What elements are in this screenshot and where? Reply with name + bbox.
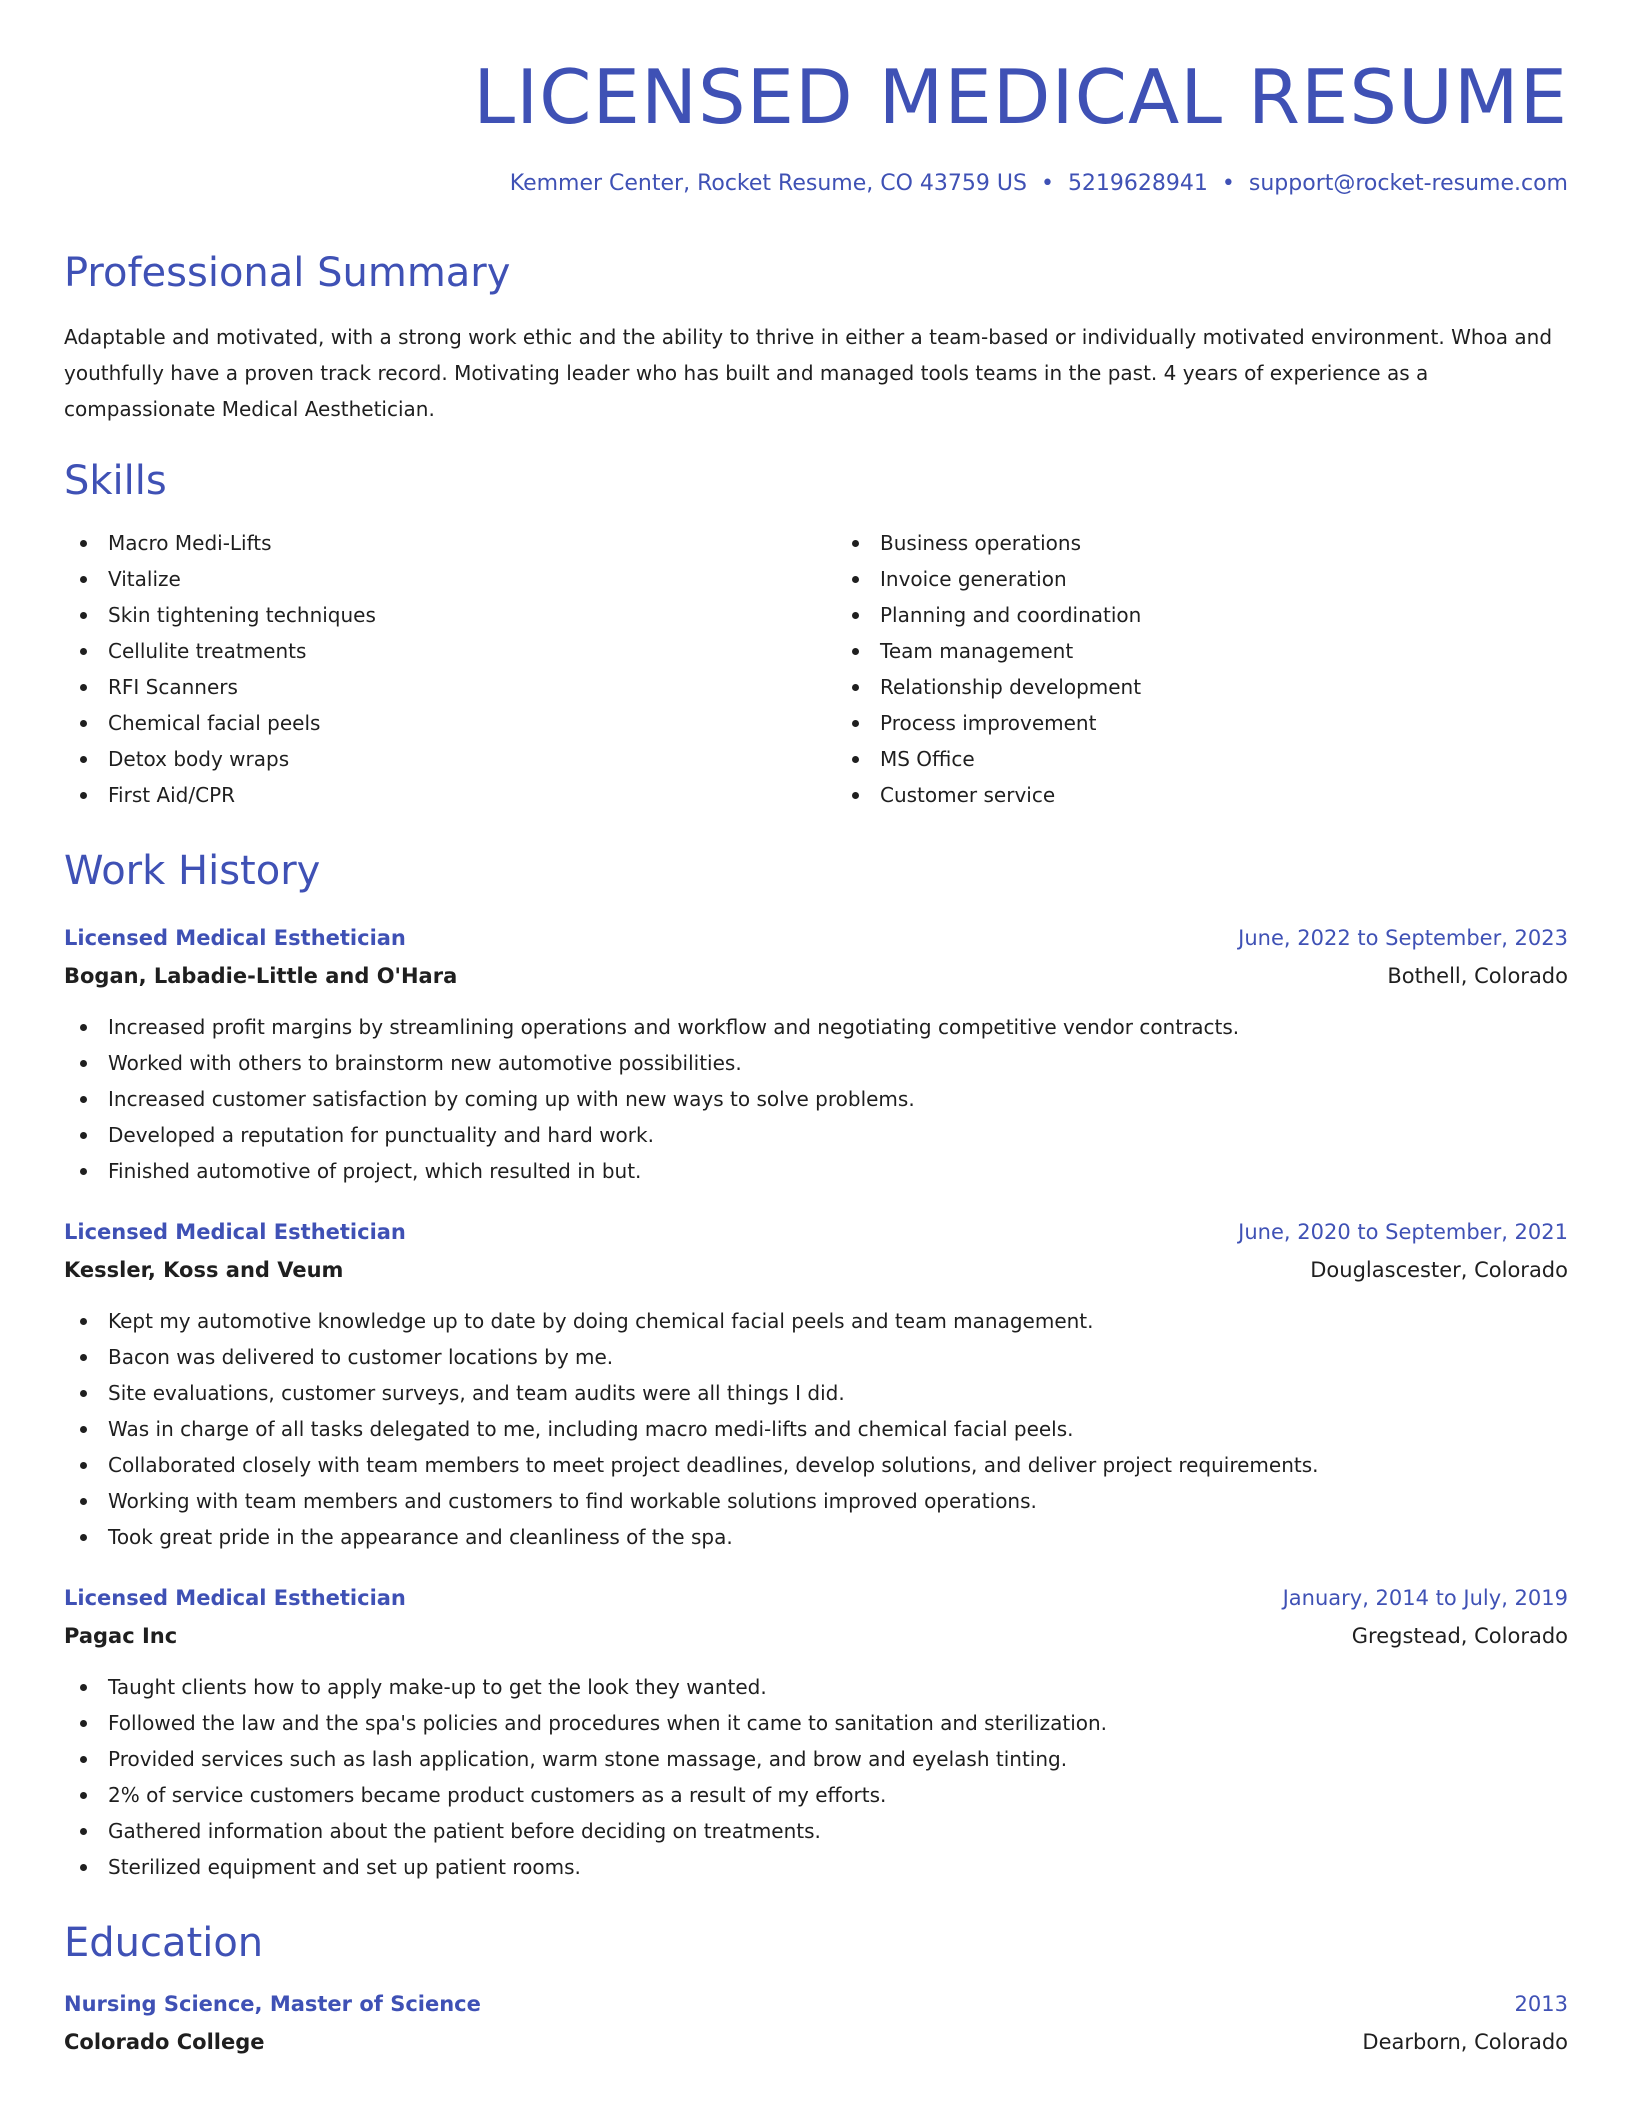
job-bullet: Followed the law and the spa's policies and procedures when it came to sanitation and sterilization. xyxy=(64,1705,1568,1741)
education-degree: Nursing Science, Master of Science xyxy=(64,1991,481,2016)
job-title-row xyxy=(64,1213,1568,1251)
job-location: Douglascester, Colorado xyxy=(1310,1257,1568,1282)
job-company-row xyxy=(64,1251,1568,1289)
contact-line xyxy=(64,171,1568,197)
work-history-section xyxy=(64,847,1568,1885)
job-entry xyxy=(64,1579,1568,1885)
job-location: Gregstead, Colorado xyxy=(1351,1623,1568,1648)
contact-separator: • xyxy=(1040,170,1054,196)
job-title: Licensed Medical Esthetician xyxy=(64,925,406,950)
job-bullets xyxy=(64,1669,1568,1885)
job-bullet: Bacon was delivered to customer locations by me. xyxy=(64,1339,1568,1375)
skill-item: Detox body wraps xyxy=(64,741,816,777)
job-company: Kessler, Koss and Veum xyxy=(64,1257,344,1282)
skills-grid xyxy=(64,525,1568,813)
skill-item: Skin tightening techniques xyxy=(64,597,816,633)
job-company: Bogan, Labadie-Little and O'Hara xyxy=(64,963,458,988)
job-entry xyxy=(64,919,1568,1189)
education-location: Dearborn, Colorado xyxy=(1362,2029,1568,2054)
skill-item: Relationship development xyxy=(836,669,1568,705)
summary-text: Adaptable and motivated, with a strong work ethic and the ability to thrive in either a team-based or individually motivated environment. Whoa and youthfully have a proven track record. Motivating leader who has built and managed tools teams in the past. 4 years of experience as a compassionate Medical Aesthetician. xyxy=(64,324,1553,421)
job-bullet: 2% of service customers became product customers as a result of my efforts. xyxy=(64,1777,1568,1813)
resume-header xyxy=(64,0,1568,197)
job-company-row xyxy=(64,957,1568,995)
job-dates: January, 2014 to July, 2019 xyxy=(1282,1585,1568,1610)
job-company: Pagac Inc xyxy=(64,1623,178,1648)
job-bullet: Provided services such as lash application, warm stone massage, and brow and eyelash tinting. xyxy=(64,1741,1568,1777)
skill-item: Customer service xyxy=(836,777,1568,813)
skills-list-right xyxy=(816,525,1568,813)
contact-email: support@rocket-resume.com xyxy=(1248,170,1568,196)
skill-item: Process improvement xyxy=(836,705,1568,741)
contact-separator: • xyxy=(1221,170,1235,196)
contact-phone: 5219628941 xyxy=(1067,170,1208,196)
education-degree-row xyxy=(64,1985,1568,2023)
work-history-heading: Work History xyxy=(64,847,321,894)
job-entry xyxy=(64,1213,1568,1555)
job-bullet: Was in charge of all tasks delegated to me, including macro medi-lifts and chemical facial peels. xyxy=(64,1411,1568,1447)
job-bullets xyxy=(64,1009,1568,1189)
job-bullet: Gathered information about the patient before deciding on treatments. xyxy=(64,1813,1568,1849)
job-title: Licensed Medical Esthetician xyxy=(64,1585,406,1610)
skill-item: Cellulite treatments xyxy=(64,633,816,669)
education-year: 2013 xyxy=(1514,1991,1568,2016)
skill-item: Chemical facial peels xyxy=(64,705,816,741)
job-bullet: Increased profit margins by streamlining operations and workflow and negotiating competitive vendor contracts. xyxy=(64,1009,1568,1045)
job-location: Bothell, Colorado xyxy=(1387,963,1568,988)
job-bullet: Site evaluations, customer surveys, and team audits were all things I did. xyxy=(64,1375,1568,1411)
job-bullet: Finished automotive of project, which resulted in but. xyxy=(64,1153,1568,1189)
job-bullet: Worked with others to brainstorm new automotive possibilities. xyxy=(64,1045,1568,1081)
education-heading: Education xyxy=(64,1919,264,1966)
job-bullets xyxy=(64,1303,1568,1555)
job-bullet: Took great pride in the appearance and cleanliness of the spa. xyxy=(64,1519,1568,1555)
skill-item: Macro Medi-Lifts xyxy=(64,525,816,561)
job-dates: June, 2022 to September, 2023 xyxy=(1238,925,1568,950)
job-dates: June, 2020 to September, 2021 xyxy=(1238,1219,1568,1244)
skill-item: Invoice generation xyxy=(836,561,1568,597)
education-section xyxy=(64,1919,1568,2061)
skill-item: Vitalize xyxy=(64,561,816,597)
skills-section xyxy=(64,457,1568,813)
job-bullet: Developed a reputation for punctuality and hard work. xyxy=(64,1117,1568,1153)
job-bullet: Taught clients how to apply make-up to get the look they wanted. xyxy=(64,1669,1568,1705)
skills-heading: Skills xyxy=(64,457,167,504)
job-bullet: Collaborated closely with team members to meet project deadlines, develop solutions, and deliver project requirements. xyxy=(64,1447,1568,1483)
contact-address: Kemmer Center, Rocket Resume, CO 43759 US xyxy=(509,170,1027,196)
skill-item: RFI Scanners xyxy=(64,669,816,705)
resume-title: LICENSED MEDICAL RESUME xyxy=(473,53,1568,141)
job-company-row xyxy=(64,1617,1568,1655)
job-title-row xyxy=(64,919,1568,957)
skills-list-left xyxy=(64,525,816,813)
job-bullet: Increased customer satisfaction by coming up with new ways to solve problems. xyxy=(64,1081,1568,1117)
skill-item: Business operations xyxy=(836,525,1568,561)
skill-item: Planning and coordination xyxy=(836,597,1568,633)
summary-heading: Professional Summary xyxy=(64,249,511,296)
job-bullet: Kept my automotive knowledge up to date by doing chemical facial peels and team management. xyxy=(64,1303,1568,1339)
job-title-row xyxy=(64,1579,1568,1617)
education-school-row xyxy=(64,2023,1568,2061)
job-bullet: Working with team members and customers to find workable solutions improved operations. xyxy=(64,1483,1568,1519)
education-entry xyxy=(64,1985,1568,2061)
skill-item: MS Office xyxy=(836,741,1568,777)
job-bullet: Sterilized equipment and set up patient rooms. xyxy=(64,1849,1568,1885)
skill-item: First Aid/CPR xyxy=(64,777,816,813)
summary-section xyxy=(64,249,1568,427)
skill-item: Team management xyxy=(836,633,1568,669)
education-school: Colorado College xyxy=(64,2029,265,2054)
job-title: Licensed Medical Esthetician xyxy=(64,1219,406,1244)
